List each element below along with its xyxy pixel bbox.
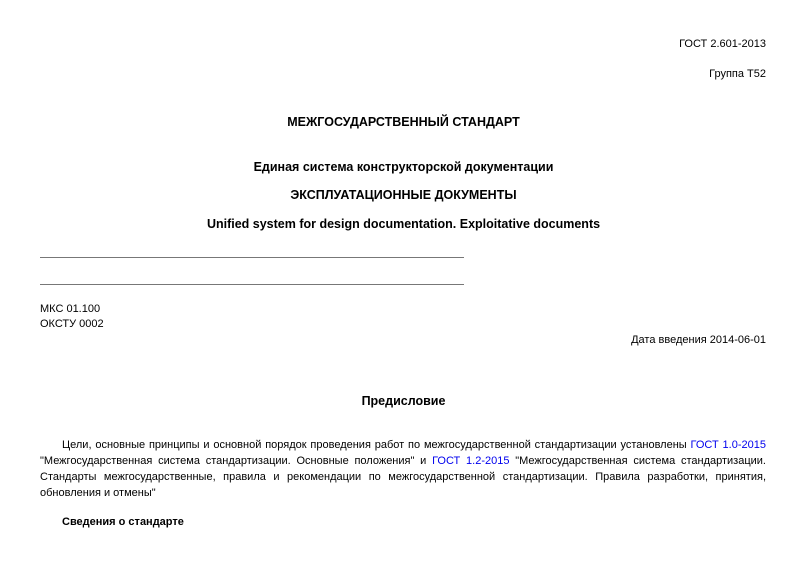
- preface-text: "Межгосударственная система стандартизации. Стандарты межгосударственные, правила и рекомендации по межгосударственной стандартизации. Правила разработки, принятия, обновления и отмены": [40, 455, 766, 499]
- mks-code: МКС 01.100: [40, 303, 101, 315]
- standard-info-heading: Сведения о стандарте: [62, 516, 184, 528]
- gost-1-0-2015-link[interactable]: ГОСТ 1.0-2015: [690, 439, 766, 451]
- introduction-date: Дата введения 2014-06-01: [631, 334, 766, 346]
- divider-line: [40, 284, 464, 285]
- preface-text: Цели, основные принципы и основной порядок проведения работ по межгосударственной стандартизации установлены: [62, 439, 691, 451]
- okstu-code: ОКСТУ 0002: [40, 318, 104, 330]
- preface-text: "Межгосударственная система стандартизации. Основные положения" и: [40, 455, 433, 467]
- document-code: ГОСТ 2.601-2013: [679, 38, 766, 50]
- standard-type-heading: МЕЖГОСУДАРСТВЕННЫЙ СТАНДАРТ: [287, 115, 520, 129]
- document-title-english: Unified system for design documentation. Exploitative documents: [206, 217, 601, 231]
- system-title: Единая система конструкторской документации: [253, 160, 554, 174]
- preface-paragraph: [40, 437, 766, 501]
- document-title: ЭКСПЛУАТАЦИОННЫЕ ДОКУМЕНТЫ: [290, 188, 517, 202]
- divider-line: [40, 257, 464, 258]
- gost-1-2-2015-link[interactable]: ГОСТ 1.2-2015: [432, 455, 510, 467]
- group-code: Группа Т52: [709, 68, 766, 80]
- preface-heading: Предисловие: [361, 394, 446, 408]
